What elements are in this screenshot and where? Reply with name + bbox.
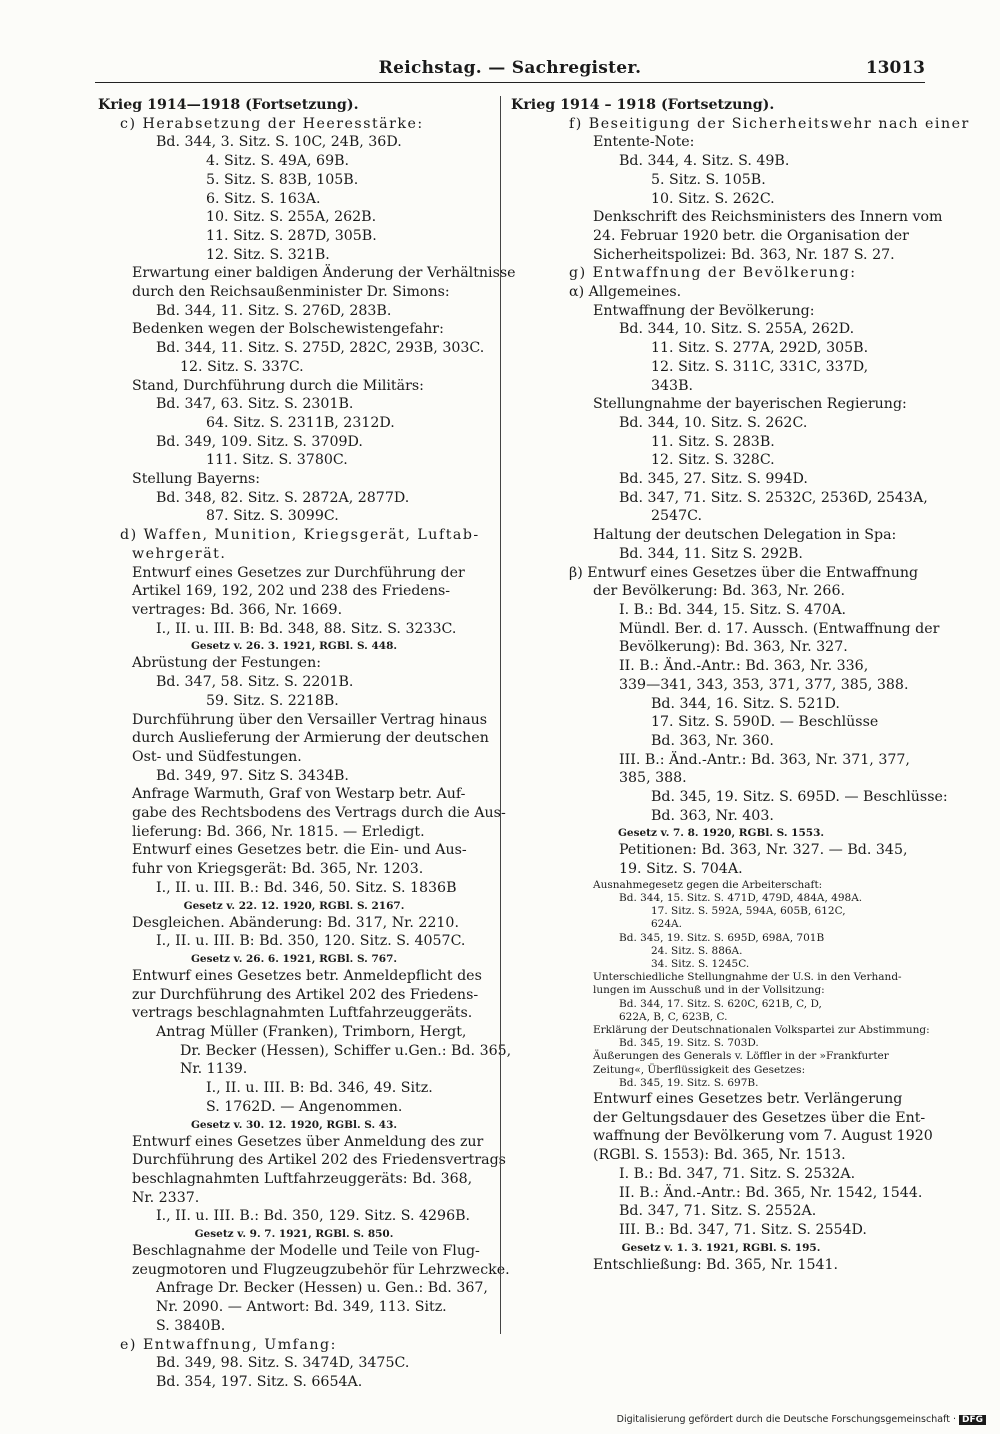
index-line: α) Allgemeines. [569,284,682,301]
index-line: Abrüstung der Festungen: [132,655,321,672]
index-line: zeugmotoren und Flugzeugzubehör für Lehrzwecke. [132,1261,510,1278]
index-line: Bd. 345, 19. Sitz. S. 697B. [619,1076,759,1089]
index-line: 12. Sitz. S. 321B. [206,246,330,263]
index-line: Bd. 348, 82. Sitz. S. 2872A, 2877D. [156,489,410,506]
index-line: Bd. 347, 71. Sitz. S. 2532C, 2536D, 2543A, [619,489,928,506]
index-line: Haltung der deutschen Delegation in Spa: [593,527,897,544]
index-line: Entwurf eines Gesetzes über Anmeldung des zur [132,1133,484,1150]
index-line: Erklärung der Deutschnationalen Volkspartei zur Abstimmung: [593,1024,930,1037]
index-line: S. 1762D. — Angenommen. [206,1098,403,1115]
right-column [511,96,970,1274]
index-line: Denkschrift des Reichsministers des Innern vom [593,209,943,226]
index-line: Bd. 344, 17. Sitz. S. 620C, 621B, C, D, [619,997,822,1010]
index-line: Gesetz v. 22. 12. 1920, RGBl. S. 2167. [183,899,405,912]
index-line: beschlagnahmten Luftfahrzeuggeräts: Bd. 368, [132,1170,473,1187]
index-line: 10. Sitz. S. 262C. [651,190,775,207]
index-line: I., II. u. III. B: Bd. 346, 49. Sitz. [206,1080,433,1097]
index-line: II. B.: Änd.-Antr.: Bd. 363, Nr. 336, [619,658,869,675]
dfg-logo: DFG [959,1415,986,1425]
index-line: Stellungnahme der bayerischen Regierung: [593,396,907,413]
index-line: Bevölkerung): Bd. 363, Nr. 327. [619,639,848,656]
index-line: 24. Februar 1920 betr. die Organisation der [593,227,909,244]
index-line: Bd. 349, 98. Sitz. S. 3474D, 3475C. [156,1355,410,1372]
index-line: 34. Sitz. S. 1245C. [651,958,750,971]
index-line: II. B.: Änd.-Antr.: Bd. 365, Nr. 1542, 1544. [619,1184,923,1201]
index-line: 4. Sitz. S. 49A, 69B. [206,153,350,170]
index-line: durch Auslieferung der Armierung der deutschen [132,730,489,747]
index-line: 17. Sitz. S. 592A, 594A, 605B, 612C, [651,905,846,918]
index-line: Bd. 344, 11. Sitz. S. 276D, 283B. [156,302,392,319]
index-line: 12. Sitz. S. 328C. [651,452,775,469]
index-line: der Bevölkerung: Bd. 363, Nr. 266. [593,583,845,600]
index-line: e) Entwaffnung, Umfang: [120,1336,337,1353]
index-line: Antrag Müller (Franken), Trimborn, Hergt, [156,1024,467,1041]
index-line: 12. Sitz. S. 311C, 331C, 337D, [651,358,869,375]
index-line: Bedenken wegen der Bolschewistengefahr: [132,321,444,338]
index-line: Durchführung des Artikel 202 des Friedensvertrags [132,1152,506,1169]
index-line: 17. Sitz. S. 590D. — Beschlüsse [651,714,879,731]
index-line: III. B.: Bd. 347, 71. Sitz. S. 2554D. [619,1222,867,1238]
index-line: 5. Sitz. S. 105B. [651,171,766,188]
index-line: I., II. u. III. B: Bd. 350, 120. Sitz. S. 4057C. [156,933,466,950]
index-line: Durchführung über den Versailler Vertrag hinaus [132,711,488,728]
index-line: Stand, Durchführung durch die Militärs: [132,377,424,394]
index-line: I. B.: Bd. 347, 71. Sitz. S. 2532A. [619,1165,856,1182]
index-line: Krieg 1914 – 1918 (Fortsetzung). [511,97,775,113]
index-line: Entwurf eines Gesetzes betr. Anmeldepflicht des [132,967,482,984]
index-line: Gesetz v. 26. 6. 1921, RGBl. S. 767. [190,952,398,965]
index-line: Äußerungen des Generals v. Löffler in der »Frankfurter [593,1050,889,1063]
index-line: 385, 388. [619,770,687,787]
index-line: 87. Sitz. S. 3099C. [206,508,339,525]
running-title: Reichstag. — Sachregister. [378,58,642,78]
index-line: Stellung Bayerns: [132,471,261,488]
index-line: 343B. [651,377,694,394]
footer-text: Digitalisierung gefördert durch die Deutsche Forschungsgemeinschaft · [616,1414,956,1425]
index-line: wehrgerät. [132,545,227,562]
index-line: 11. Sitz. S. 287D, 305B. [206,227,377,244]
index-line: Petitionen: Bd. 363, Nr. 327. — Bd. 345, [619,842,908,859]
index-line: Bd. 345, 19. Sitz. S. 695D. — Beschlüsse: [651,789,948,806]
index-line: 5. Sitz. S. 83B, 105B. [206,171,359,188]
index-line: Ausnahmegesetz gegen die Arbeiterschaft: [593,878,823,891]
index-line: 2547C. [651,508,702,525]
index-line: vertrages: Bd. 366, Nr. 1669. [132,601,343,618]
index-line: 11. Sitz. S. 283B. [651,433,775,450]
index-line: lieferung: Bd. 366, Nr. 1815. — Erledigt. [132,823,425,840]
index-line: Bd. 363, Nr. 403. [651,807,774,824]
index-line: Entwurf eines Gesetzes zur Durchführung der [132,564,465,581]
index-line: Entwaffnung der Bevölkerung: [593,302,815,319]
index-line: Sicherheitspolizei: Bd. 363, Nr. 187 S. 27. [593,246,895,263]
index-line: Bd. 349, 109. Sitz. S. 3709D. [156,433,363,450]
index-line: 11. Sitz. S. 277A, 292D, 305B. [651,340,869,357]
index-line: gabe des Rechtsbodens des Vertrags durch die Aus- [132,805,506,822]
index-line: Bd. 347, 63. Sitz. S. 2301B. [156,396,354,413]
index-line: Gesetz v. 26. 3. 1921, RGBl. S. 448. [190,640,398,653]
index-line: 12. Sitz. S. 337C. [180,358,304,375]
index-line: vertrags beschlagnahmten Luftfahrzeuggeräts. [132,1005,473,1022]
index-line: Bd. 344, 10. Sitz. S. 255A, 262D. [619,321,855,338]
index-line: 64. Sitz. S. 2311B, 2312D. [206,414,395,431]
index-line: Entwurf eines Gesetzes betr. die Ein- und Aus- [132,842,467,859]
index-line: Bd. 354, 197. Sitz. S. 6654A. [156,1374,363,1390]
index-line: lungen im Ausschuß und in der Vollsitzung: [593,984,825,997]
index-line: Bd. 344, 15. Sitz. S. 471D, 479D, 484A, 498A. [619,892,863,905]
index-line: Nr. 2090. — Antwort: Bd. 349, 113. Sitz. [156,1299,447,1316]
index-line: I., II. u. III. B.: Bd. 350, 129. Sitz. S. 4296B. [156,1208,471,1225]
index-line: Bd. 347, 58. Sitz. S. 2201B. [156,674,354,691]
index-line: g) Entwaffnung der Bevölkerung: [569,265,857,282]
index-line: Erwartung einer baldigen Änderung der Verhältnisse [132,265,516,282]
index-line: Unterschiedliche Stellungnahme der U.S. in den Verhand- [593,971,902,984]
column-divider [500,96,501,1334]
index-line: Zeitung«, Überflüssigkeit des Gesetzes: [593,1063,806,1076]
index-line: f) Beseitigung der Sicherheitswehr nach einer [569,115,970,132]
index-line: 622A, B, C, 623B, C. [619,1010,728,1023]
index-line: durch den Reichsaußenminister Dr. Simons: [132,284,450,301]
left-column [98,96,516,1392]
index-line: Bd. 344, 16. Sitz. S. 521D. [651,695,840,712]
index-line: Artikel 169, 192, 202 und 238 des Friedens- [132,583,451,600]
index-line: d) Waffen, Munition, Kriegsgerät, Luftab- [120,527,480,544]
index-line: waffnung der Bevölkerung vom 7. August 1920 [593,1128,933,1145]
index-line: β) Entwurf eines Gesetzes über die Entwaffnung [569,564,919,581]
index-line: I. B.: Bd. 344, 15. Sitz. S. 470A. [619,601,847,618]
index-line: der Geltungsdauer des Gesetzes über die Ent- [593,1109,926,1126]
index-line: Entwurf eines Gesetzes betr. Verlängerung [593,1091,903,1108]
index-line: 624A. [651,918,682,931]
index-line: I., II. u. III. B.: Bd. 346, 50. Sitz. S. 1836B [156,879,457,896]
index-line: Gesetz v. 30. 12. 1920, RGBl. S. 43. [190,1118,398,1131]
index-line: 6. Sitz. S. 163A. [206,190,321,207]
index-line: Dr. Becker (Hessen), Schiffer u.Gen.: Bd. 365, [180,1042,512,1059]
index-line: I., II. u. III. B: Bd. 348, 88. Sitz. S. 3233C. [156,620,457,637]
index-line: S. 3840B. [156,1317,226,1334]
index-line: Gesetz v. 9. 7. 1921, RGBl. S. 850. [194,1228,394,1241]
index-line: Bd. 349, 97. Sitz S. 3434B. [156,767,349,784]
index-line: Entschließung: Bd. 365, Nr. 1541. [593,1256,839,1273]
index-line: 10. Sitz. S. 255A, 262B. [206,209,377,226]
index-line: c) Herabsetzung der Heeresstärke: [120,115,424,132]
index-line: Ost- und Südfestungen. [132,748,302,765]
index-line: Bd. 344, 11. Sitz S. 292B. [619,545,803,562]
index-line: 19. Sitz. S. 704A. [619,861,743,878]
index-line: Bd. 344, 3. Sitz. S. 10C, 24B, 36D. [156,134,402,151]
index-line: Anfrage Warmuth, Graf von Westarp betr. Auf- [132,786,466,803]
index-line: Nr. 2337. [132,1189,200,1206]
index-line: zur Durchführung des Artikel 202 des Friedens- [132,986,479,1003]
index-line: 59. Sitz. S. 2218B. [206,692,339,709]
index-line: Bd. 344, 11. Sitz. S. 275D, 282C, 293B, 303C. [156,340,485,357]
page-header [95,56,925,83]
index-line: Beschlagnahme der Modelle und Teile von Flug- [132,1243,480,1260]
index-line: Bd. 344, 10. Sitz. S. 262C. [619,414,808,431]
index-line: Bd. 345, 19. Sitz. S. 695D, 698A, 701B [619,931,825,944]
index-line: 111. Sitz. S. 3780C. [206,452,348,469]
index-line: fuhr von Kriegsgerät: Bd. 365, Nr. 1203. [132,861,424,878]
index-line: Mündl. Ber. d. 17. Aussch. (Entwaffnung der [619,620,940,637]
index-line: Desgleichen. Abänderung: Bd. 317, Nr. 2210. [132,914,459,931]
index-line: (RGBl. S. 1553): Bd. 365, Nr. 1513. [593,1147,846,1164]
index-line: Gesetz v. 7. 8. 1920, RGBl. S. 1553. [617,827,825,840]
index-line: Gesetz v. 1. 3. 1921, RGBl. S. 195. [621,1241,821,1254]
index-line: III. B.: Änd.-Antr.: Bd. 363, Nr. 371, 377, [619,751,910,768]
index-line: Nr. 1139. [180,1061,248,1078]
index-line: Entente-Note: [593,134,695,151]
footer-credit [617,1414,986,1425]
index-line: Bd. 344, 4. Sitz. S. 49B. [619,153,790,170]
index-line: Bd. 345, 19. Sitz. S. 703D. [619,1037,759,1050]
index-line: Bd. 345, 27. Sitz. S. 994D. [619,471,808,488]
index-line: Anfrage Dr. Becker (Hessen) u. Gen.: Bd. 367, [156,1280,488,1297]
index-line: Krieg 1914—1918 (Fortsetzung). [98,97,359,113]
index-line: Bd. 347, 71. Sitz. S. 2552A. [619,1203,817,1220]
index-line: Bd. 363, Nr. 360. [651,732,774,749]
page-number: 13013 [865,58,925,78]
index-line: 24. Sitz. S. 886A. [651,944,743,957]
index-line: 339—341, 343, 353, 371, 377, 385, 388. [619,676,909,693]
